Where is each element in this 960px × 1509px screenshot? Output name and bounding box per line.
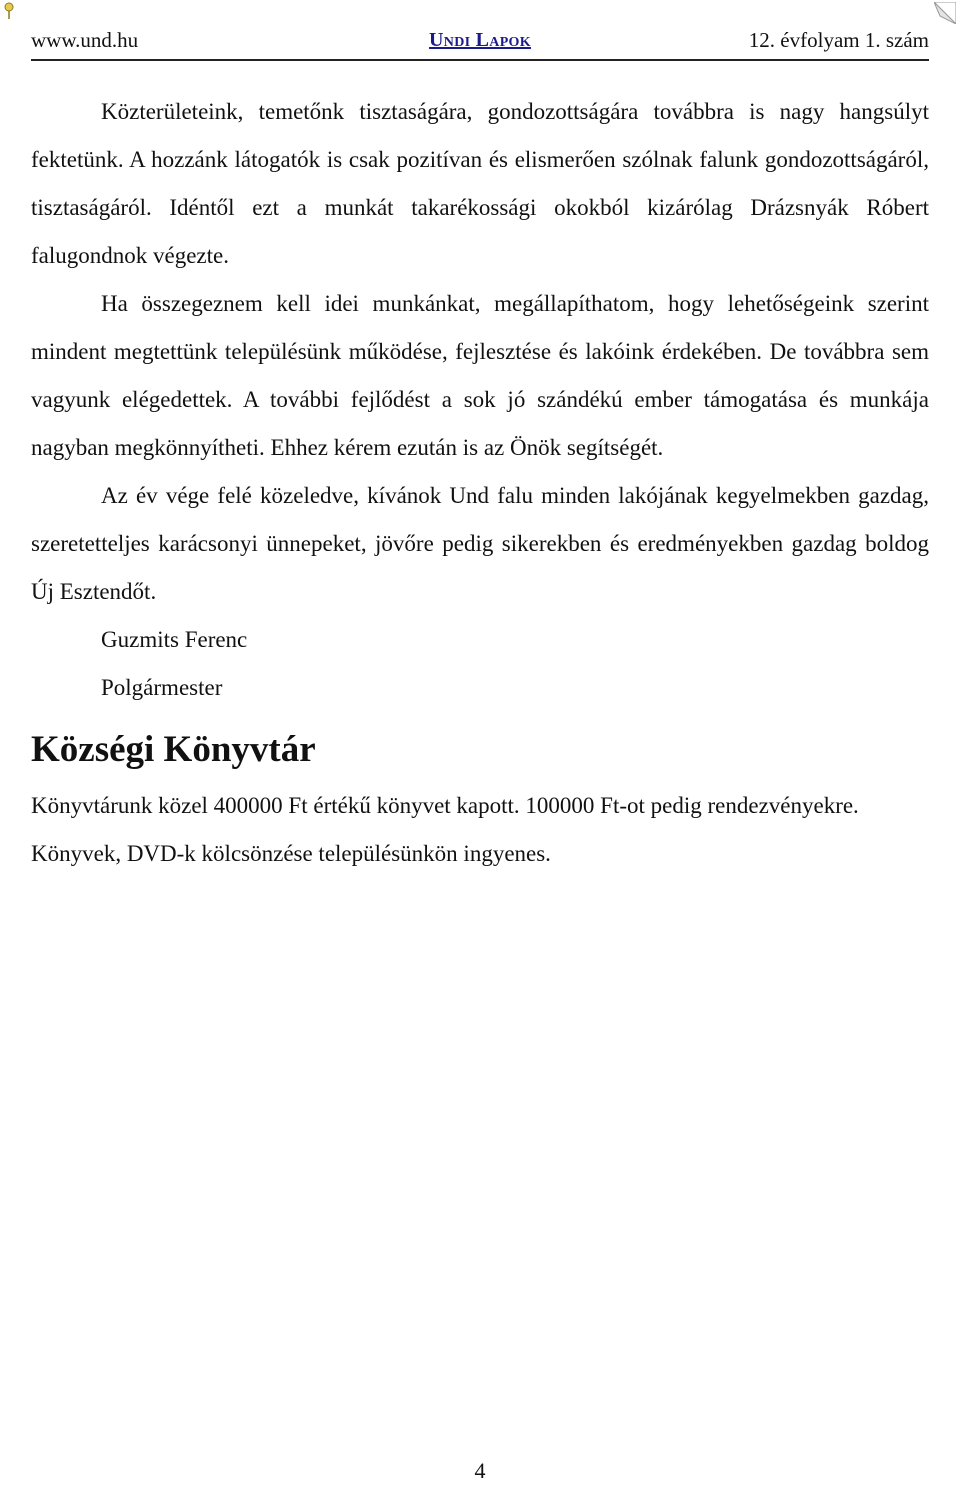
issue-label: 12. évfolyam 1. szám <box>748 28 929 52</box>
signature-title: Polgármester <box>101 675 223 700</box>
signature-name: Guzmits Ferenc <box>101 627 248 652</box>
page-number: 4 <box>474 1458 486 1483</box>
header-url: www.und.hu <box>31 28 139 52</box>
library-heading: Községi Könyvtár <box>31 729 316 770</box>
pin-icon <box>2 2 16 20</box>
page-fold-icon <box>934 2 956 24</box>
paragraph-public-spaces: Közterületeink, temetőnk tisztaságára, gondozottságára továbbra is nagy hangsúlyt fektetünk. A hozzánk látogatók is csak pozitívan és elismerően szólnak falunk gondozottságáról, tisztaságáról. Idéntől ezt a munkát takarékossági okokból kizárólag Drázsnyák Róbert falugondnok végezte. <box>31 99 929 268</box>
page-content <box>31 88 929 878</box>
paragraph-summary: Ha összegeznem kell idei munkánkat, megállapíthatom, hogy lehetőségeink szerint mindent megtettünk településünk működése, fejlesztése és lakóink érdekében. De továbbra sem vagyunk elégedettek. A további fejlődést a sok jó szándékú ember támogatása és munkája nagyban megkönnyítheti. Ehhez kérem ezután is az Önök segítségét. <box>31 291 929 460</box>
header-rule <box>31 59 929 61</box>
page-header <box>31 26 929 54</box>
publication-title-text: Undi Lapok <box>429 29 531 51</box>
library-paragraph-books: Könyvtárunk közel 400000 Ft értékű könyvet kapott. 100000 Ft-ot pedig rendezvényekre. <box>31 793 859 818</box>
paragraph-greetings: Az év vége felé közeledve, kívánok Und falu minden lakójának kegyelmekben gazdag, szeretetteljes karácsonyi ünnepeket, jövőre pedig sikerekben és eredményekben gazdag boldog Új Esztendőt. <box>31 483 929 604</box>
library-paragraph-lending: Könyvek, DVD-k kölcsönzése településünkön ingyenes. <box>31 841 551 866</box>
